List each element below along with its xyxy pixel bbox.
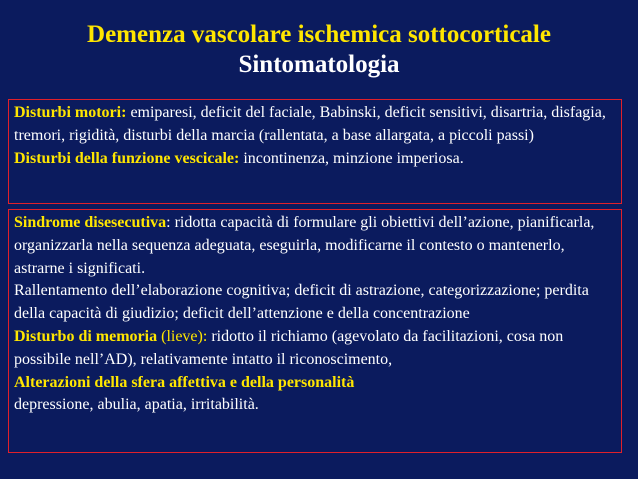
slide-title bbox=[0, 20, 638, 80]
cognitive-symptoms-box bbox=[8, 209, 622, 453]
dysexecutive-text: : ridotta capacità di formulare gli obiettivi dell’azione, pianificarla, organizzarla nella sequenza adeguata, eseguirla, modificarne il contesto o mantenerlo, astrarne i significati. bbox=[14, 214, 595, 277]
memory-text: ridotto il richiamo (agevolato da facilitazioni, cosa non possibile nell’AD), relativamente intatto il riconoscimento, bbox=[14, 327, 564, 368]
memory-paragraph bbox=[14, 326, 616, 372]
cognitive-paragraph: Rallentamento dell’elaborazione cognitiva; deficit di astrazione, categorizzazione; perdita della capacità di giudizio; deficit dell’attenzione e della concentrazione bbox=[14, 282, 589, 323]
bladder-paragraph bbox=[14, 148, 616, 171]
affective-label: Alterazioni della sfera affettiva e della personalità bbox=[14, 373, 355, 391]
memory-label: Disturbo di memoria bbox=[14, 327, 158, 345]
motor-paragraph bbox=[14, 102, 616, 148]
affective-text: depressione, abulia, apatia, irritabilità. bbox=[14, 396, 259, 414]
bladder-label: Disturbi della funzione vescicale: bbox=[14, 149, 240, 167]
dysexecutive-label: Sindrome disesecutiva bbox=[14, 214, 167, 231]
motor-label: Disturbi motori: bbox=[14, 104, 127, 121]
title-main: Demenza vascolare ischemica sottocorticale bbox=[87, 21, 551, 48]
motor-symptoms-box bbox=[8, 99, 622, 204]
bladder-text: incontinenza, minzione imperiosa. bbox=[239, 149, 464, 167]
dysexecutive-paragraph bbox=[14, 212, 616, 280]
memory-qualifier: (lieve): bbox=[157, 327, 208, 345]
title-subtitle: Sintomatologia bbox=[238, 51, 400, 78]
motor-text: emiparesi, deficit del faciale, Babinski, deficit sensitivi, disartria, disfagia, tremori, rigidità, disturbi della marcia (rallentata, a base allargata, a piccoli passi) bbox=[14, 104, 606, 144]
